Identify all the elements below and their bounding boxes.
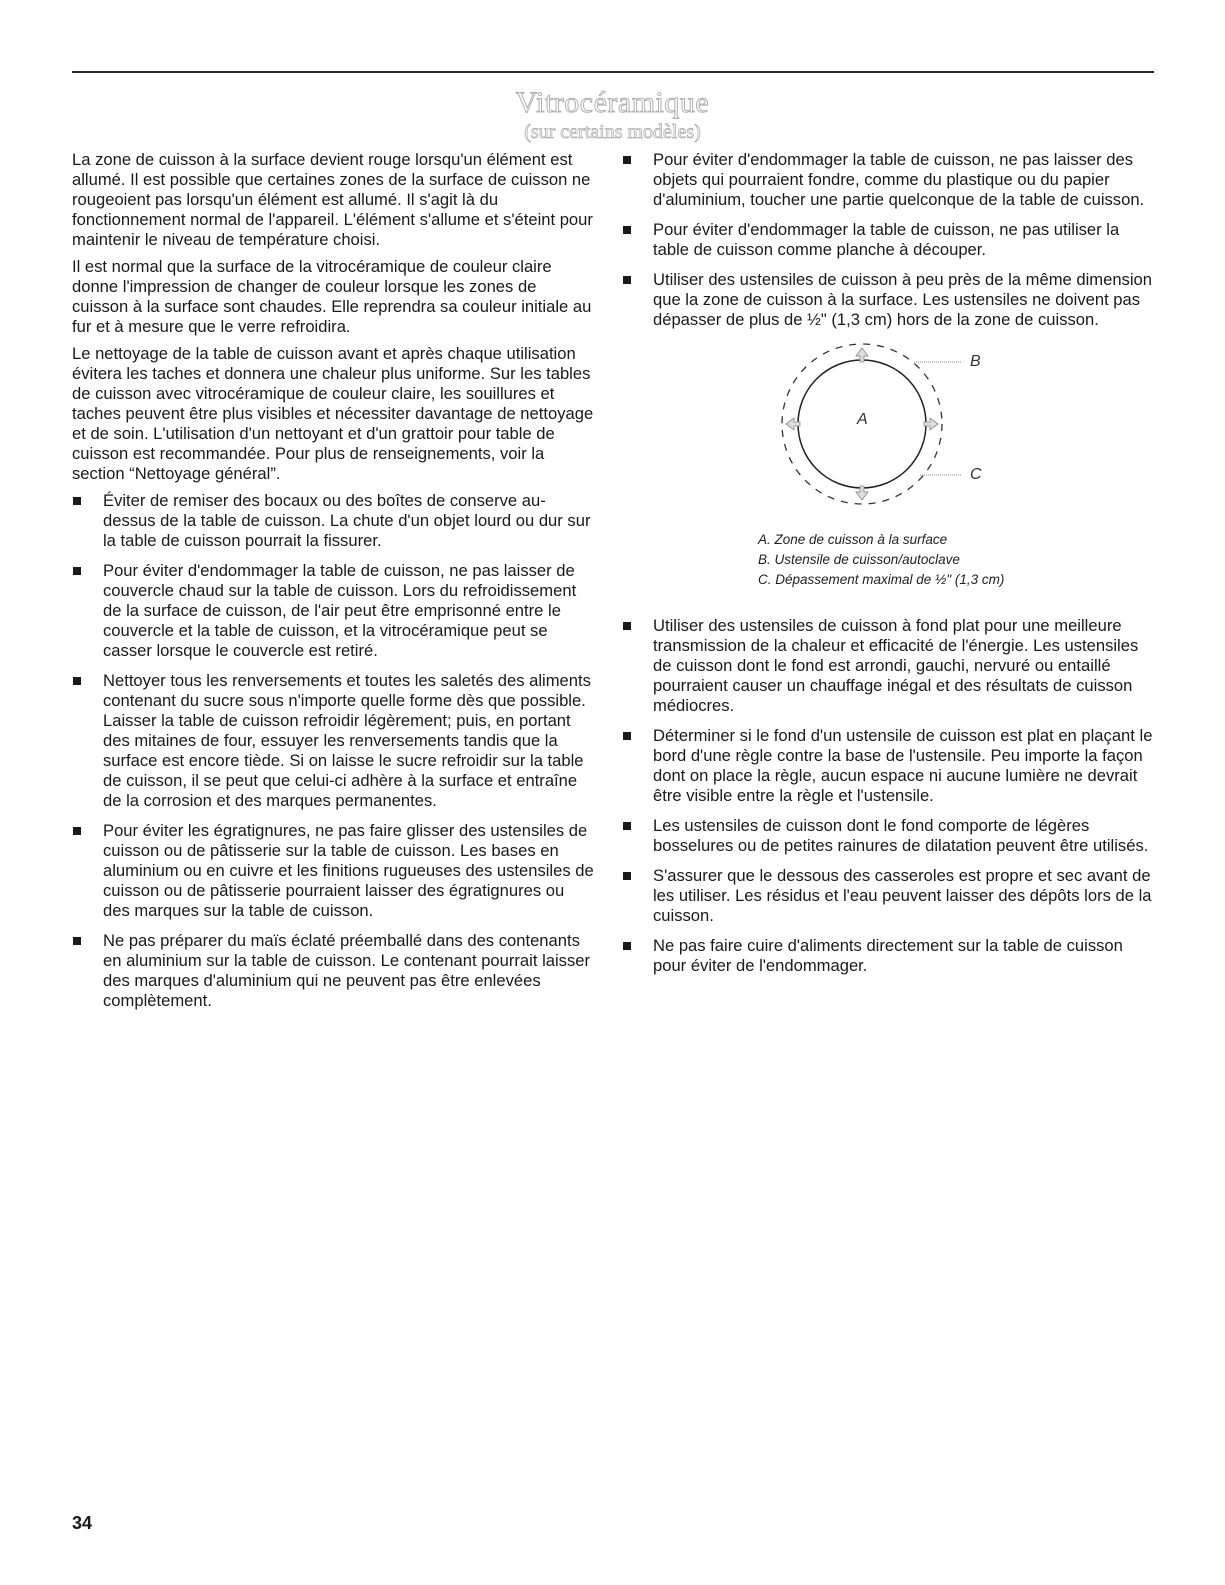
list-item: Pour éviter d'endommager la table de cuisson, ne pas laisser des objets qui pourraient fondre, comme du plastique ou du papier d'aluminium, toucher une partie quelconque de la table de cuisson. (622, 150, 1154, 210)
page-number: 34 (72, 1513, 93, 1533)
square-bullet-icon (623, 942, 631, 950)
list-item: Pour éviter d'endommager la table de cuisson, ne pas utiliser la table de cuisson comme planche à découper. (622, 220, 1154, 260)
square-bullet-icon (623, 156, 631, 164)
square-bullet-icon (623, 276, 631, 284)
right-column (622, 150, 1154, 986)
right-bullet-list-top (622, 150, 1154, 330)
square-bullet-icon (623, 822, 631, 830)
list-item: Les ustensiles de cuisson dont le fond comporte de légères bosselures ou de petites rainures de dilatation peuvent être utilisés. (622, 816, 1154, 856)
list-item: Utiliser des ustensiles de cuisson à peu près de la même dimension que la zone de cuisson à la surface. Les ustensiles ne doivent pas dépasser de plus de ½" (1,3 cm) hors de la zone de cuisson. (622, 270, 1154, 330)
cookware-size-figure (622, 340, 1154, 602)
figure-label-a: A (857, 411, 868, 428)
square-bullet-icon (73, 937, 81, 945)
list-item: Pour éviter les égratignures, ne pas faire glisser des ustensiles de cuisson ou de pâtisserie sur la table de cuisson. Les bases en aluminium ou en cuivre et les finitions rugueuses des ustensiles de cuisson ou de pâtisserie pourraient laisser des égratignures ou des marques sur la table de cuisson. (72, 821, 594, 921)
right-bullet-list-bottom (622, 616, 1154, 976)
square-bullet-icon (73, 497, 81, 505)
section-header (0, 86, 1225, 144)
figure-label-b: B (970, 353, 981, 370)
caption-a: A. Zone de cuisson à la surface (758, 532, 948, 547)
square-bullet-icon (73, 567, 81, 575)
figure-label-c: C (970, 466, 982, 483)
list-item: Ne pas faire cuire d'aliments directement sur la table de cuisson pour éviter de l'endommager. (622, 936, 1154, 976)
list-item: Nettoyer tous les renversements et toutes les saletés des aliments contenant du sucre sous n'importe quelle forme dès que possible. Laisser la table de cuisson refroidir légèrement; puis, en portant des mitaines de four, essuyer les renversements tandis que la surface est encore tiède. Si on laisse le sucre refroidir sur la table de cuisson, il se peut que celui-ci adhère à la surface et entraîne de la corrosion et des marques permanentes. (72, 671, 594, 811)
figure-captions (758, 530, 1004, 590)
list-item: Éviter de remiser des bocaux ou des boîtes de conserve au-dessus de la table de cuisson. La chute d'un objet lourd ou dur sur la table de cuisson pourrait la fissurer. (72, 491, 594, 551)
square-bullet-icon (73, 827, 81, 835)
list-item: Utiliser des ustensiles de cuisson à fond plat pour une meilleure transmission de la chaleur et efficacité de l'énergie. Les ustensiles de cuisson dont le fond est arrondi, gauchi, nervuré ou entaillé pourraient causer un chauffage inégal et des résultats de cuisson médiocres. (622, 616, 1154, 716)
left-bullet-list (72, 491, 594, 1011)
square-bullet-icon (623, 732, 631, 740)
section-title: Vitrocéramique (515, 86, 710, 119)
paragraph: Le nettoyage de la table de cuisson avant et après chaque utilisation évitera les taches et donnera une chaleur plus uniforme. Sur les tables de cuisson avec vitrocéramique de couleur claire, les souillures et taches peuvent être plus visibles et nécessiter davantage de nettoyage et de soin. L'utilisation d'un nettoyant et d'un grattoir pour table de cuisson est recommandée. Pour plus de renseignements, voir la section “Nettoyage général”. (72, 344, 594, 483)
square-bullet-icon (623, 226, 631, 234)
square-bullet-icon (623, 622, 631, 630)
caption-b: B. Ustensile de cuisson/autoclave (758, 552, 960, 567)
section-subtitle: (sur certains modèles) (524, 121, 701, 143)
list-item: S'assurer que le dessous des casseroles est propre et sec avant de les utiliser. Les résidus et l'eau peuvent laisser des dépôts lors de la cuisson. (622, 866, 1154, 926)
list-item: Ne pas préparer du maïs éclaté préemballé dans des contenants en aluminium sur la table de cuisson. Le contenant pourrait laisser des marques d'aluminium qui ne peuvent pas être enlevées complètement. (72, 931, 594, 1011)
list-item: Déterminer si le fond d'un ustensile de cuisson est plat en plaçant le bord d'une règle contre la base de l'ustensile. Peu importe la façon dont on place la règle, aucun espace ni aucune lumière ne devrait être visible entre la règle et l'ustensile. (622, 726, 1154, 806)
paragraph: La zone de cuisson à la surface devient rouge lorsqu'un élément est allumé. Il est possible que certaines zones de la surface de cuisson ne rougeoient pas lorsqu'un élément est allumé. Il s'agit là du fonctionnement normal de l'appareil. L'élément s'allume et s'éteint pour maintenir le niveau de température choisi. (72, 150, 593, 249)
left-column (72, 150, 594, 1021)
caption-c: C. Dépassement maximal de ½" (1,3 cm) (758, 572, 1005, 587)
square-bullet-icon (623, 872, 631, 880)
header-rule (72, 71, 1154, 73)
square-bullet-icon (73, 677, 81, 685)
paragraph: Il est normal que la surface de la vitrocéramique de couleur claire donne l'impression de changer de couleur lorsque les zones de cuisson à la surface sont chaudes. Elle reprendra sa couleur initiale au fur et à mesure que le verre refroidira. (72, 257, 592, 336)
list-item: Pour éviter d'endommager la table de cuisson, ne pas laisser de couvercle chaud sur la table de cuisson. Lors du refroidissement de la surface de cuisson, de l'air peut être emprisonné entre le couvercle et la table de cuisson, et la vitrocéramique peut se casser lorsque le couvercle est retiré. (72, 561, 594, 661)
